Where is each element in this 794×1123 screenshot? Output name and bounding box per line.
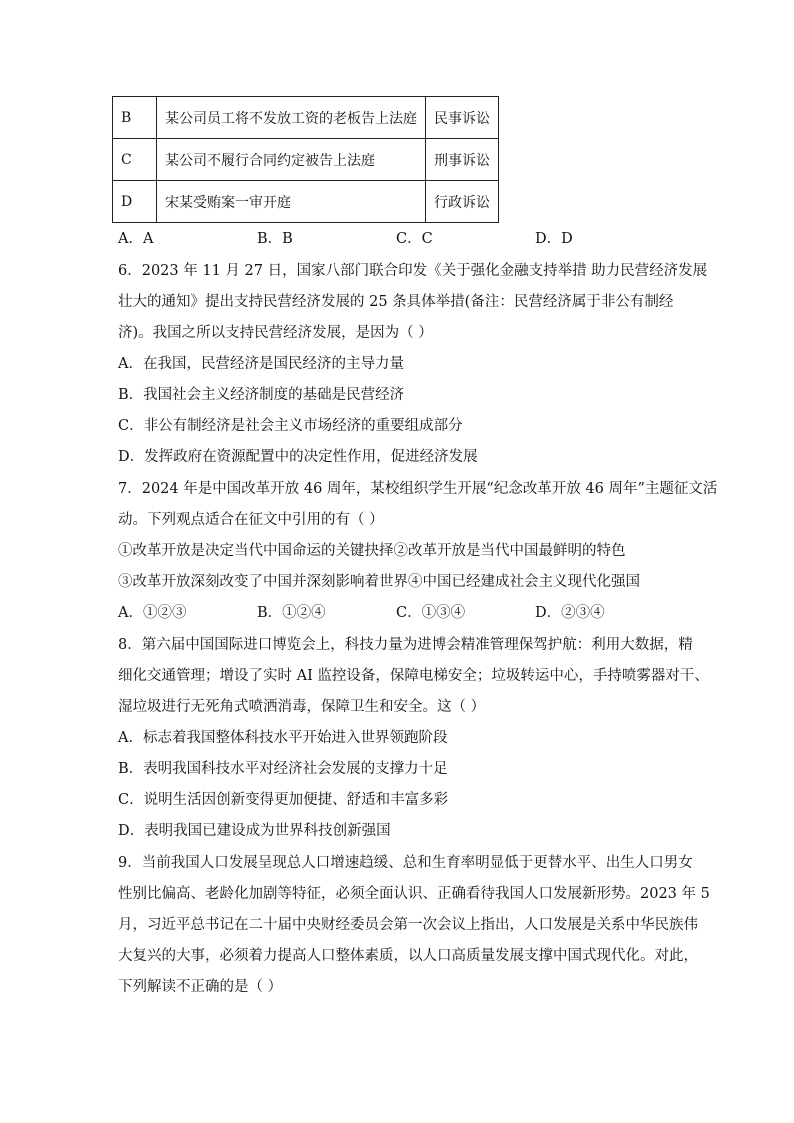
- q9-stem-line: 9．当前我国人口发展呈现总人口增速趋缓、总和生育率明显低于更替水平、出生人口男女: [118, 855, 693, 871]
- q6-stem-line: 壮大的通知》提出支持民营经济发展的 25 条具体举措(备注：民营经济属于非公有制经: [118, 294, 674, 310]
- row-lawsuit-type: 行政诉讼: [426, 181, 499, 223]
- q8-stem-line: 8．第六届中国国际进口博览会上，科技力量为进博会精准管理保驾护航：利用大数据，精: [118, 637, 693, 653]
- q6-stem-line: 6．2023 年 11 月 27 日，国家八部门联合印发《关于强化金融支持举措 助力民营经济发展: [118, 263, 708, 279]
- choice-a[interactable]: A．①②③: [118, 605, 187, 621]
- q6-option-d[interactable]: D．发挥政府在资源配置中的决定性作用，促进经济发展: [118, 449, 478, 465]
- row-description: 某公司员工将不发放工资的老板告上法庭: [157, 97, 426, 139]
- table-row: [113, 181, 499, 223]
- q7-statements-line: ①改革开放是决定当代中国命运的关键抉择②改革开放是当代中国最鲜明的特色: [118, 543, 626, 559]
- q9-stem-line: 月，习近平总书记在二十届中央财经委员会第一次会议上指出，人口发展是关系中华民族伟: [118, 917, 698, 933]
- choice-c[interactable]: C．C: [396, 231, 433, 247]
- q8-option-b[interactable]: B．表明我国科技水平对经济社会发展的支撑力十足: [118, 761, 448, 777]
- q8-option-a[interactable]: A．标志着我国整体科技水平开始进入世界领跑阶段: [118, 730, 448, 746]
- choice-a[interactable]: A．A: [118, 231, 154, 247]
- case-table: [112, 96, 499, 223]
- q9-stem-line: 大复兴的大事，必须着力提高人口整体素质，以人口高质量发展支撑中国式现代化。对此，: [118, 948, 698, 964]
- row-lawsuit-type: 民事诉讼: [426, 97, 499, 139]
- q6-option-c[interactable]: C．非公有制经济是社会主义市场经济的重要组成部分: [118, 418, 463, 434]
- choice-d[interactable]: D．②③④: [535, 605, 605, 621]
- row-letter: B: [113, 97, 157, 139]
- row-lawsuit-type: 刑事诉讼: [426, 139, 499, 181]
- row-letter: C: [113, 139, 157, 181]
- q8-option-c[interactable]: C．说明生活因创新变得更加便捷、舒适和丰富多彩: [118, 792, 449, 808]
- q7-stem-line: 动。下列观点适合在征文中引用的有（ ）: [118, 512, 384, 528]
- q8-option-d[interactable]: D．表明我国已建设成为世界科技创新强国: [118, 823, 391, 839]
- choice-d[interactable]: D．D: [535, 231, 573, 247]
- q8-stem-line: 湿垃圾进行无死角式喷洒消毒，保障卫生和安全。这（ ）: [118, 699, 486, 715]
- q6-stem-line: 济)。我国之所以支持民营经济发展，是因为（ ）: [118, 325, 433, 341]
- row-letter: D: [113, 181, 157, 223]
- q9-stem-line: 下列解读不正确的是（ ）: [118, 979, 283, 995]
- row-description: 宋某受贿案一审开庭: [157, 181, 426, 223]
- table-row: [113, 139, 499, 181]
- q7-stem-line: 7．2024 年是中国改革开放 46 周年，某校组织学生开展“纪念改革开放 46 周年”主题征文活: [118, 481, 718, 497]
- choice-b[interactable]: B．B: [257, 231, 293, 247]
- q6-option-b[interactable]: B．我国社会主义经济制度的基础是民营经济: [118, 387, 405, 403]
- q8-stem-line: 细化交通管理；增设了实时 AI 监控设备，保障电梯安全；垃圾转运中心，手持喷雾器对干、: [118, 668, 709, 684]
- choice-c[interactable]: C．①③④: [396, 605, 466, 621]
- q9-stem-line: 性别比偏高、老龄化加剧等特征，必须全面认识、正确看待我国人口发展新形势。2023 年 5: [118, 886, 710, 902]
- choice-b[interactable]: B．①②④: [257, 605, 326, 621]
- q6-option-a[interactable]: A．在我国，民营经济是国民经济的主导力量: [118, 356, 404, 372]
- row-description: 某公司不履行合同约定被告上法庭: [157, 139, 426, 181]
- table-row: [113, 97, 499, 139]
- q7-statements-line: ③改革开放深刻改变了中国并深刻影响着世界④中国已经建成社会主义现代化强国: [118, 574, 640, 590]
